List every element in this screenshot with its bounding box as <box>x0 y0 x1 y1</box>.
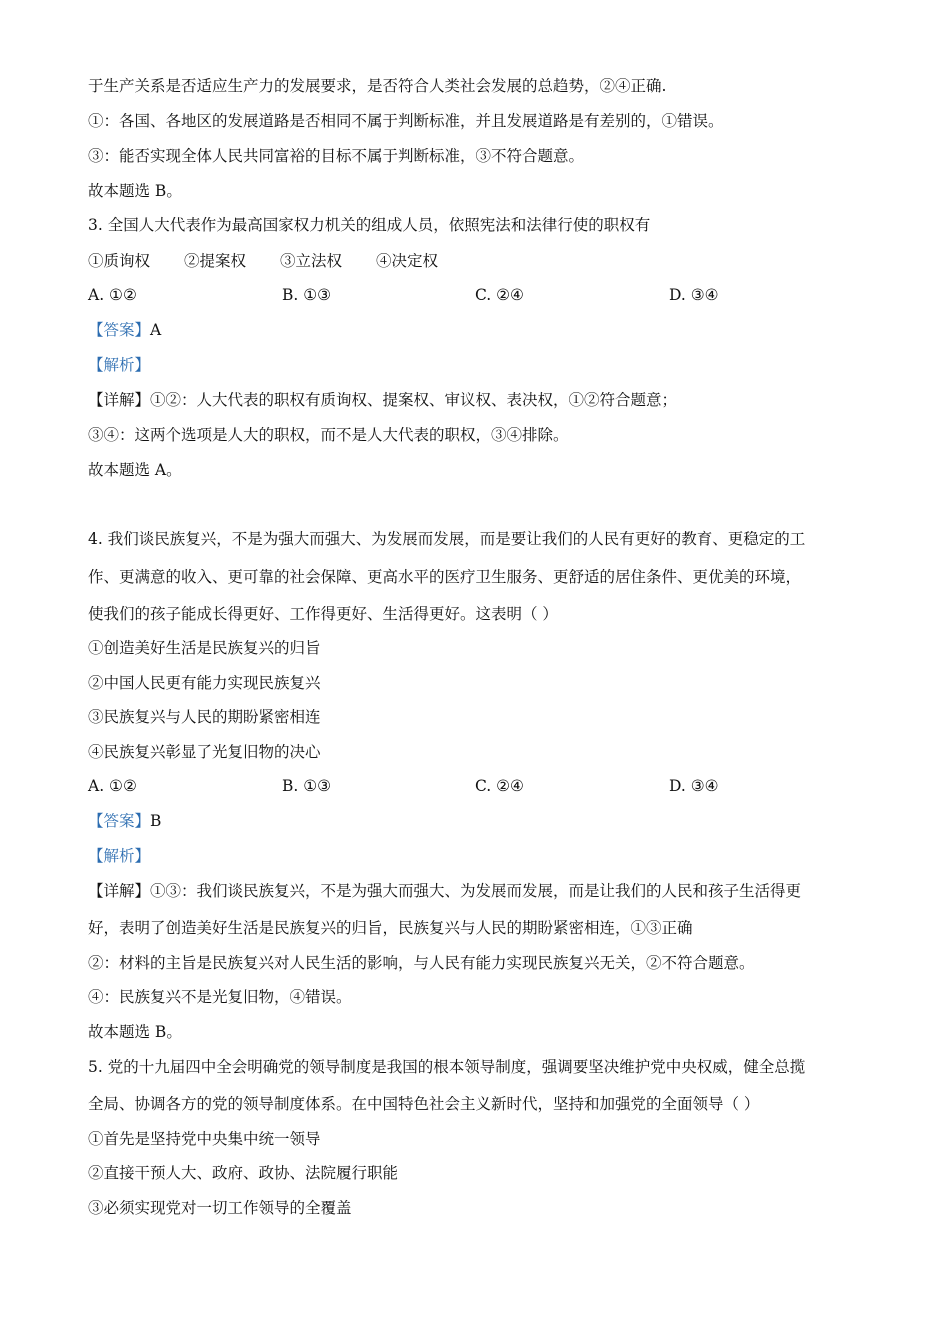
text-line: ②：材料的主旨是民族复兴对人民生活的影响，与人民有能力实现民族复兴无关，②不符合题意。 <box>88 954 755 972</box>
answer-line <box>88 811 161 831</box>
question-3-stem: 3. 全国人大代表作为最高国家权力机关的组成人员，依照宪法和法律行使的职权有 <box>88 216 651 234</box>
option-a: A. ①② <box>88 286 137 304</box>
detail-text: ①③：我们谈民族复兴，不是为强大而强大、为发展而发展，而是让我们的人民和孩子生活得更 <box>150 882 802 900</box>
option-d: D. ③④ <box>669 286 719 304</box>
text-line: ③④：这两个选项是人大的职权，而不是人大代表的职权，③④排除。 <box>88 426 569 444</box>
q5-item: ②直接干预人大、政府、政协、法院履行职能 <box>88 1164 399 1182</box>
detail-tag: 【详解】 <box>88 882 151 900</box>
analysis-tag: 【解析】 <box>88 847 151 865</box>
q5-item: ①首先是坚持党中央集中统一领导 <box>88 1130 321 1148</box>
text-line: ④：民族复兴不是光复旧物，④错误。 <box>88 988 352 1006</box>
q3-item: ①质询权 <box>88 252 151 270</box>
option-a: A. ①② <box>88 777 137 795</box>
option-c: C. ②④ <box>475 286 524 304</box>
analysis-tag: 【解析】 <box>88 356 151 374</box>
answer-tag: 【答案】 <box>88 812 151 830</box>
text-line: 好，表明了创造美好生活是民族复兴的归旨，民族复兴与人民的期盼紧密相连，①③正确 <box>88 919 693 937</box>
option-b: B. ①③ <box>282 777 332 795</box>
answer-value: B <box>150 812 162 830</box>
question-3-items <box>88 251 472 271</box>
q4-item: ②中国人民更有能力实现民族复兴 <box>88 674 321 692</box>
q4-item: ③民族复兴与人民的期盼紧密相连 <box>88 708 321 726</box>
q3-item: ④决定权 <box>376 252 439 270</box>
conclusion: 故本题选 A。 <box>88 461 182 479</box>
q4-item: ④民族复兴彰显了光复旧物的决心 <box>88 743 321 761</box>
question-4-stem: 使我们的孩子能成长得更好、工作得更好、生活得更好。这表明（ ） <box>88 605 558 623</box>
text-line: 故本题选 B。 <box>88 182 182 200</box>
text-line: 于生产关系是否适应生产力的发展要求，是否符合人类社会发展的总趋势，②④正确. <box>88 77 667 95</box>
option-c: C. ②④ <box>475 777 524 795</box>
q3-item: ③立法权 <box>280 252 343 270</box>
q3-item: ②提案权 <box>184 252 247 270</box>
text-line: ①：各国、各地区的发展道路是否相同不属于判断标准，并且发展道路是有差别的，①错误。 <box>88 112 724 130</box>
question-5-stem: 全局、协调各方的党的领导制度体系。在中国特色社会主义新时代，坚持和加强党的全面领导（ ） <box>88 1095 760 1113</box>
detail-line <box>88 390 677 410</box>
option-b: B. ①③ <box>282 286 332 304</box>
answer-value: A <box>150 321 162 339</box>
text-line: ③：能否实现全体人民共同富裕的目标不属于判断标准，③不符合题意。 <box>88 147 585 165</box>
question-5-stem: 5. 党的十九届四中全会明确党的领导制度是我国的根本领导制度，强调要坚决维护党中央权威，健全总揽 <box>88 1058 806 1076</box>
question-4-stem: 作、更满意的收入、更可靠的社会保障、更高水平的医疗卫生服务、更舒适的居住条件、更优美的环境， <box>88 568 802 586</box>
answer-tag: 【答案】 <box>88 321 151 339</box>
detail-line <box>88 881 801 901</box>
q4-item: ①创造美好生活是民族复兴的归旨 <box>88 639 321 657</box>
conclusion: 故本题选 B。 <box>88 1023 182 1041</box>
answer-line <box>88 320 161 340</box>
q5-item: ③必须实现党对一切工作领导的全覆盖 <box>88 1199 352 1217</box>
question-4-stem: 4. 我们谈民族复兴，不是为强大而强大、为发展而发展，而是要让我们的人民有更好的教育、更稳定的工 <box>88 530 806 548</box>
detail-tag: 【详解】 <box>88 391 151 409</box>
detail-text: ①②：人大代表的职权有质询权、提案权、审议权、表决权，①②符合题意； <box>150 391 678 409</box>
option-d: D. ③④ <box>669 777 719 795</box>
